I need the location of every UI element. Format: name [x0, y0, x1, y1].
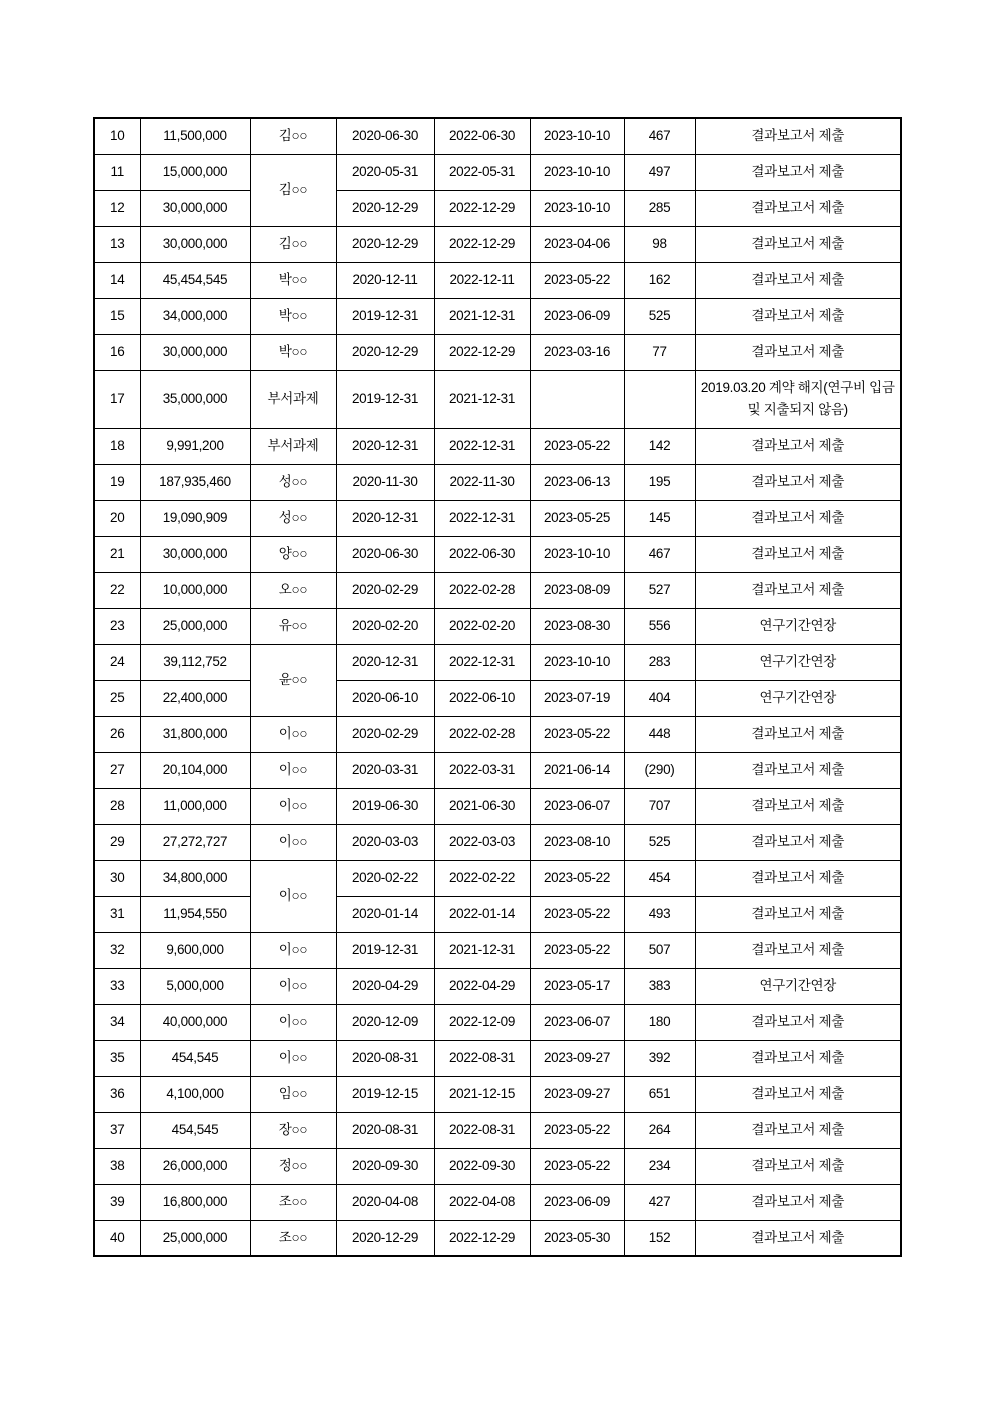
cell-start-date: 2020-02-22 — [336, 860, 434, 896]
cell-submit-date: 2023-08-30 — [530, 608, 624, 644]
cell-name: 이○○ — [250, 968, 336, 1004]
cell-end-date: 2022-02-28 — [434, 716, 530, 752]
cell-end-date: 2021-12-31 — [434, 370, 530, 428]
table-row — [94, 464, 901, 500]
cell-status: 결과보고서 제출 — [695, 154, 901, 190]
cell-amount: 30,000,000 — [140, 226, 250, 262]
cell-no: 24 — [94, 644, 140, 680]
cell-amount: 5,000,000 — [140, 968, 250, 1004]
cell-no: 34 — [94, 1004, 140, 1040]
cell-no: 31 — [94, 896, 140, 932]
cell-no: 28 — [94, 788, 140, 824]
cell-amount: 22,400,000 — [140, 680, 250, 716]
cell-days: 142 — [624, 428, 695, 464]
table-row — [94, 788, 901, 824]
table-row — [94, 370, 901, 428]
cell-submit-date: 2023-09-27 — [530, 1040, 624, 1076]
cell-no: 33 — [94, 968, 140, 1004]
cell-submit-date: 2023-05-22 — [530, 262, 624, 298]
cell-status: 결과보고서 제출 — [695, 334, 901, 370]
cell-name: 이○○ — [250, 932, 336, 968]
cell-start-date: 2020-08-31 — [336, 1040, 434, 1076]
cell-submit-date: 2023-10-10 — [530, 644, 624, 680]
cell-amount: 34,000,000 — [140, 298, 250, 334]
cell-status: 결과보고서 제출 — [695, 932, 901, 968]
cell-status: 결과보고서 제출 — [695, 298, 901, 334]
cell-amount: 187,935,460 — [140, 464, 250, 500]
cell-end-date: 2022-01-14 — [434, 896, 530, 932]
cell-end-date: 2022-12-09 — [434, 1004, 530, 1040]
cell-amount: 11,500,000 — [140, 118, 250, 154]
cell-name: 정○○ — [250, 1148, 336, 1184]
cell-status: 결과보고서 제출 — [695, 1220, 901, 1256]
cell-name: 조○○ — [250, 1184, 336, 1220]
table-row — [94, 1112, 901, 1148]
cell-end-date: 2022-12-11 — [434, 262, 530, 298]
cell-name: 조○○ — [250, 1220, 336, 1256]
cell-name: 윤○○ — [250, 644, 336, 716]
cell-end-date: 2022-02-22 — [434, 860, 530, 896]
cell-end-date: 2022-08-31 — [434, 1040, 530, 1076]
cell-amount: 30,000,000 — [140, 190, 250, 226]
cell-no: 10 — [94, 118, 140, 154]
cell-end-date: 2021-12-31 — [434, 932, 530, 968]
cell-status: 연구기간연장 — [695, 608, 901, 644]
cell-start-date: 2020-03-31 — [336, 752, 434, 788]
cell-name: 이○○ — [250, 788, 336, 824]
cell-no: 36 — [94, 1076, 140, 1112]
cell-no: 14 — [94, 262, 140, 298]
cell-amount: 45,454,545 — [140, 262, 250, 298]
cell-amount: 31,800,000 — [140, 716, 250, 752]
cell-name: 장○○ — [250, 1112, 336, 1148]
cell-start-date: 2019-12-31 — [336, 298, 434, 334]
table-row — [94, 680, 901, 716]
table-row — [94, 118, 901, 154]
cell-end-date: 2022-03-31 — [434, 752, 530, 788]
cell-name: 박○○ — [250, 298, 336, 334]
cell-start-date: 2020-04-29 — [336, 968, 434, 1004]
cell-amount: 39,112,752 — [140, 644, 250, 680]
cell-no: 18 — [94, 428, 140, 464]
cell-status: 결과보고서 제출 — [695, 118, 901, 154]
cell-days: 234 — [624, 1148, 695, 1184]
cell-status: 결과보고서 제출 — [695, 226, 901, 262]
cell-name: 김○○ — [250, 154, 336, 226]
cell-submit-date: 2023-04-06 — [530, 226, 624, 262]
cell-no: 27 — [94, 752, 140, 788]
cell-start-date: 2020-06-30 — [336, 536, 434, 572]
cell-no: 35 — [94, 1040, 140, 1076]
table-row — [94, 1184, 901, 1220]
cell-end-date: 2021-06-30 — [434, 788, 530, 824]
cell-name: 박○○ — [250, 262, 336, 298]
cell-start-date: 2020-11-30 — [336, 464, 434, 500]
cell-start-date: 2019-12-31 — [336, 370, 434, 428]
cell-no: 40 — [94, 1220, 140, 1256]
cell-status: 결과보고서 제출 — [695, 860, 901, 896]
cell-end-date: 2022-02-20 — [434, 608, 530, 644]
cell-amount: 11,000,000 — [140, 788, 250, 824]
cell-amount: 30,000,000 — [140, 536, 250, 572]
cell-end-date: 2022-06-30 — [434, 536, 530, 572]
cell-submit-date: 2023-03-16 — [530, 334, 624, 370]
cell-end-date: 2022-08-31 — [434, 1112, 530, 1148]
cell-end-date: 2022-12-31 — [434, 644, 530, 680]
cell-start-date: 2020-02-29 — [336, 572, 434, 608]
cell-submit-date: 2023-05-22 — [530, 860, 624, 896]
cell-name: 이○○ — [250, 1040, 336, 1076]
cell-days: 497 — [624, 154, 695, 190]
cell-start-date: 2020-04-08 — [336, 1184, 434, 1220]
cell-start-date: 2020-05-31 — [336, 154, 434, 190]
cell-amount: 30,000,000 — [140, 334, 250, 370]
cell-end-date: 2022-04-08 — [434, 1184, 530, 1220]
cell-submit-date: 2023-10-10 — [530, 118, 624, 154]
cell-end-date: 2021-12-31 — [434, 298, 530, 334]
table-row — [94, 298, 901, 334]
table-row — [94, 752, 901, 788]
cell-submit-date: 2023-05-22 — [530, 896, 624, 932]
cell-no: 15 — [94, 298, 140, 334]
cell-status: 결과보고서 제출 — [695, 500, 901, 536]
cell-days: 180 — [624, 1004, 695, 1040]
cell-amount: 20,104,000 — [140, 752, 250, 788]
cell-amount: 34,800,000 — [140, 860, 250, 896]
cell-no: 23 — [94, 608, 140, 644]
cell-end-date: 2022-04-29 — [434, 968, 530, 1004]
cell-status: 결과보고서 제출 — [695, 896, 901, 932]
cell-start-date: 2020-01-14 — [336, 896, 434, 932]
cell-days — [624, 370, 695, 428]
cell-no: 30 — [94, 860, 140, 896]
cell-no: 20 — [94, 500, 140, 536]
cell-end-date: 2022-12-29 — [434, 190, 530, 226]
cell-no: 17 — [94, 370, 140, 428]
cell-submit-date: 2023-06-07 — [530, 788, 624, 824]
cell-start-date: 2020-02-20 — [336, 608, 434, 644]
cell-days: 98 — [624, 226, 695, 262]
cell-end-date: 2022-09-30 — [434, 1148, 530, 1184]
cell-days: 707 — [624, 788, 695, 824]
cell-no: 38 — [94, 1148, 140, 1184]
cell-amount: 35,000,000 — [140, 370, 250, 428]
cell-submit-date: 2023-06-13 — [530, 464, 624, 500]
cell-start-date: 2020-12-29 — [336, 334, 434, 370]
cell-status: 결과보고서 제출 — [695, 1040, 901, 1076]
table-row — [94, 154, 901, 190]
cell-end-date: 2022-12-29 — [434, 226, 530, 262]
cell-amount: 4,100,000 — [140, 1076, 250, 1112]
cell-days: 162 — [624, 262, 695, 298]
cell-name: 이○○ — [250, 752, 336, 788]
cell-name: 유○○ — [250, 608, 336, 644]
cell-days: 283 — [624, 644, 695, 680]
cell-name: 이○○ — [250, 824, 336, 860]
table-row — [94, 860, 901, 896]
cell-status: 연구기간연장 — [695, 680, 901, 716]
cell-no: 32 — [94, 932, 140, 968]
cell-days: 264 — [624, 1112, 695, 1148]
table-row — [94, 824, 901, 860]
cell-start-date: 2020-02-29 — [336, 716, 434, 752]
cell-submit-date: 2023-10-10 — [530, 190, 624, 226]
cell-amount: 19,090,909 — [140, 500, 250, 536]
cell-start-date: 2020-08-31 — [336, 1112, 434, 1148]
cell-start-date: 2019-06-30 — [336, 788, 434, 824]
cell-submit-date: 2023-06-07 — [530, 1004, 624, 1040]
cell-days: 556 — [624, 608, 695, 644]
cell-days: 383 — [624, 968, 695, 1004]
cell-days: 454 — [624, 860, 695, 896]
cell-amount: 9,991,200 — [140, 428, 250, 464]
cell-submit-date: 2023-05-17 — [530, 968, 624, 1004]
cell-start-date: 2020-12-31 — [336, 500, 434, 536]
table-row — [94, 190, 901, 226]
cell-submit-date: 2023-05-22 — [530, 428, 624, 464]
cell-start-date: 2020-12-31 — [336, 644, 434, 680]
cell-status: 결과보고서 제출 — [695, 716, 901, 752]
cell-start-date: 2020-06-10 — [336, 680, 434, 716]
table-row — [94, 536, 901, 572]
cell-amount: 15,000,000 — [140, 154, 250, 190]
cell-status: 결과보고서 제출 — [695, 788, 901, 824]
cell-name: 성○○ — [250, 464, 336, 500]
cell-status: 결과보고서 제출 — [695, 1112, 901, 1148]
cell-end-date: 2022-05-31 — [434, 154, 530, 190]
cell-start-date: 2019-12-31 — [336, 932, 434, 968]
cell-status: 결과보고서 제출 — [695, 464, 901, 500]
table-row — [94, 500, 901, 536]
cell-submit-date: 2023-05-22 — [530, 716, 624, 752]
cell-days: 525 — [624, 298, 695, 334]
table-row — [94, 608, 901, 644]
cell-end-date: 2022-03-03 — [434, 824, 530, 860]
cell-submit-date: 2023-10-10 — [530, 154, 624, 190]
cell-status: 결과보고서 제출 — [695, 1076, 901, 1112]
cell-name: 임○○ — [250, 1076, 336, 1112]
table-row — [94, 1220, 901, 1256]
table-row — [94, 1040, 901, 1076]
cell-end-date: 2022-02-28 — [434, 572, 530, 608]
cell-end-date: 2022-06-10 — [434, 680, 530, 716]
cell-days: (290) — [624, 752, 695, 788]
cell-start-date: 2020-12-29 — [336, 1220, 434, 1256]
cell-status: 연구기간연장 — [695, 968, 901, 1004]
cell-start-date: 2020-12-11 — [336, 262, 434, 298]
cell-submit-date: 2023-09-27 — [530, 1076, 624, 1112]
cell-days: 195 — [624, 464, 695, 500]
cell-start-date: 2020-03-03 — [336, 824, 434, 860]
cell-start-date: 2019-12-15 — [336, 1076, 434, 1112]
cell-amount: 26,000,000 — [140, 1148, 250, 1184]
research-projects-table — [93, 117, 902, 1257]
cell-status: 결과보고서 제출 — [695, 572, 901, 608]
cell-end-date: 2022-12-29 — [434, 334, 530, 370]
cell-days: 285 — [624, 190, 695, 226]
cell-amount: 454,545 — [140, 1040, 250, 1076]
cell-days: 145 — [624, 500, 695, 536]
cell-start-date: 2020-12-31 — [336, 428, 434, 464]
cell-submit-date: 2023-05-22 — [530, 1112, 624, 1148]
table-row — [94, 932, 901, 968]
table-row — [94, 644, 901, 680]
cell-no: 19 — [94, 464, 140, 500]
cell-submit-date: 2023-05-30 — [530, 1220, 624, 1256]
cell-submit-date: 2023-07-19 — [530, 680, 624, 716]
cell-name: 오○○ — [250, 572, 336, 608]
cell-submit-date: 2021-06-14 — [530, 752, 624, 788]
cell-status: 결과보고서 제출 — [695, 190, 901, 226]
cell-status: 결과보고서 제출 — [695, 752, 901, 788]
cell-no: 26 — [94, 716, 140, 752]
cell-submit-date: 2023-06-09 — [530, 1184, 624, 1220]
cell-days: 651 — [624, 1076, 695, 1112]
table-body — [94, 118, 901, 1256]
cell-start-date: 2020-12-09 — [336, 1004, 434, 1040]
table-row — [94, 716, 901, 752]
table-row — [94, 1148, 901, 1184]
cell-end-date: 2022-06-30 — [434, 118, 530, 154]
cell-amount: 10,000,000 — [140, 572, 250, 608]
cell-days: 493 — [624, 896, 695, 932]
cell-amount: 16,800,000 — [140, 1184, 250, 1220]
cell-submit-date: 2023-05-25 — [530, 500, 624, 536]
cell-days: 448 — [624, 716, 695, 752]
cell-status: 결과보고서 제출 — [695, 1148, 901, 1184]
cell-name: 양○○ — [250, 536, 336, 572]
cell-submit-date: 2023-10-10 — [530, 536, 624, 572]
cell-end-date: 2022-12-31 — [434, 428, 530, 464]
cell-amount: 25,000,000 — [140, 608, 250, 644]
cell-amount: 11,954,550 — [140, 896, 250, 932]
cell-submit-date: 2023-08-10 — [530, 824, 624, 860]
cell-status: 연구기간연장 — [695, 644, 901, 680]
cell-submit-date: 2023-06-09 — [530, 298, 624, 334]
cell-days: 507 — [624, 932, 695, 968]
cell-submit-date: 2023-05-22 — [530, 1148, 624, 1184]
cell-days: 467 — [624, 536, 695, 572]
table-row — [94, 262, 901, 298]
cell-no: 25 — [94, 680, 140, 716]
cell-name: 부서과제 — [250, 370, 336, 428]
cell-days: 467 — [624, 118, 695, 154]
cell-name: 이○○ — [250, 1004, 336, 1040]
cell-no: 22 — [94, 572, 140, 608]
cell-days: 527 — [624, 572, 695, 608]
cell-amount: 27,272,727 — [140, 824, 250, 860]
cell-start-date: 2020-09-30 — [336, 1148, 434, 1184]
cell-days: 152 — [624, 1220, 695, 1256]
cell-status: 결과보고서 제출 — [695, 1184, 901, 1220]
cell-name: 박○○ — [250, 334, 336, 370]
cell-days: 427 — [624, 1184, 695, 1220]
cell-status: 결과보고서 제출 — [695, 536, 901, 572]
cell-status: 결과보고서 제출 — [695, 1004, 901, 1040]
cell-amount: 454,545 — [140, 1112, 250, 1148]
cell-no: 11 — [94, 154, 140, 190]
cell-end-date: 2021-12-15 — [434, 1076, 530, 1112]
table-row — [94, 896, 901, 932]
cell-status: 2019.03.20 계약 해지(연구비 입금 및 지출되지 않음) — [695, 370, 901, 428]
cell-amount: 25,000,000 — [140, 1220, 250, 1256]
cell-status: 결과보고서 제출 — [695, 428, 901, 464]
cell-submit-date: 2023-05-22 — [530, 932, 624, 968]
cell-no: 37 — [94, 1112, 140, 1148]
cell-submit-date — [530, 370, 624, 428]
cell-no: 12 — [94, 190, 140, 226]
cell-days: 77 — [624, 334, 695, 370]
table-row — [94, 1004, 901, 1040]
cell-days: 404 — [624, 680, 695, 716]
table-row — [94, 334, 901, 370]
cell-no: 21 — [94, 536, 140, 572]
cell-no: 29 — [94, 824, 140, 860]
cell-no: 16 — [94, 334, 140, 370]
table-row — [94, 1076, 901, 1112]
cell-no: 39 — [94, 1184, 140, 1220]
cell-name: 김○○ — [250, 118, 336, 154]
cell-no: 13 — [94, 226, 140, 262]
table-row — [94, 428, 901, 464]
cell-amount: 9,600,000 — [140, 932, 250, 968]
cell-end-date: 2022-11-30 — [434, 464, 530, 500]
cell-days: 525 — [624, 824, 695, 860]
cell-start-date: 2020-06-30 — [336, 118, 434, 154]
table-row — [94, 226, 901, 262]
table-row — [94, 968, 901, 1004]
cell-end-date: 2022-12-31 — [434, 500, 530, 536]
cell-days: 392 — [624, 1040, 695, 1076]
cell-submit-date: 2023-08-09 — [530, 572, 624, 608]
cell-status: 결과보고서 제출 — [695, 824, 901, 860]
cell-start-date: 2020-12-29 — [336, 226, 434, 262]
cell-name: 김○○ — [250, 226, 336, 262]
cell-end-date: 2022-12-29 — [434, 1220, 530, 1256]
cell-name: 이○○ — [250, 860, 336, 932]
cell-start-date: 2020-12-29 — [336, 190, 434, 226]
table-row — [94, 572, 901, 608]
cell-name: 부서과제 — [250, 428, 336, 464]
cell-status: 결과보고서 제출 — [695, 262, 901, 298]
cell-name: 성○○ — [250, 500, 336, 536]
cell-name: 이○○ — [250, 716, 336, 752]
cell-amount: 40,000,000 — [140, 1004, 250, 1040]
